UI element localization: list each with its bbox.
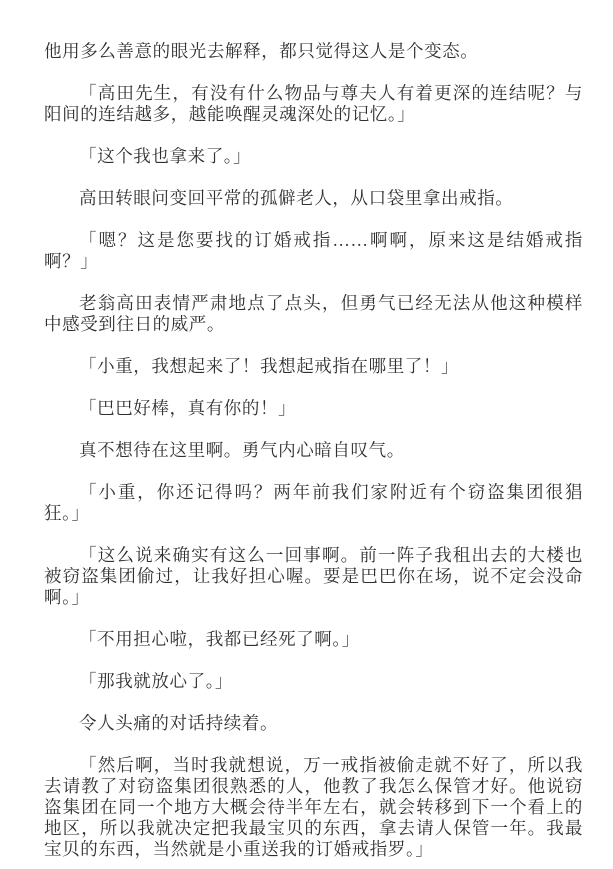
paragraph: 高田转眼问变回平常的孤僻老人，从口袋里拿出戒指。	[79, 188, 514, 208]
paragraph: 令人头痛的对话持续着。	[79, 713, 279, 733]
paragraph: 「嗯？这是您要找的订婚戒指……啊啊，原来这是结婚戒指啊？」	[44, 230, 583, 271]
paragraph: 真不想待在这里啊。勇气内心暗自叹气。	[79, 440, 405, 460]
novel-text-body	[44, 41, 583, 860]
paragraph: 「这么说来确实有这么一回事啊。前一阵子我租出去的大楼也被窃盗集团偷过，让我好担心喔。要是巴巴你在场，说不定会没命啊。」	[44, 545, 583, 607]
paragraph: 「小重，我想起来了！我想起戒指在哪里了！」	[79, 356, 460, 376]
paragraph: 「巴巴好棒，真有你的！」	[79, 398, 297, 418]
paragraph: 「不用担心啦，我都已经死了啊。」	[79, 629, 360, 649]
paragraph: 「小重，你还记得吗？两年前我们家附近有个窃盗集团很猖狂。」	[44, 482, 583, 523]
paragraph: 「然后啊，当时我就想说，万一戒指被偷走就不好了，所以我去请教了对窃盗集团很熟悉的人，他教了我怎么保管才好。他说窃盗集团在同一个地方大概会待半年左右，就会转移到下一个看上的地区，所以我就决定把我最宝贝的东西，拿去请人保管一年。我最宝贝的东西，当然就是小重送我的订婚戒指罗。」	[44, 755, 583, 859]
paragraph: 老翁高田表情严肃地点了点头，但勇气已经无法从他这种模样中感受到往日的威严。	[44, 293, 583, 334]
paragraph: 他用多么善意的眼光去解释，都只觉得这人是个变态。	[44, 41, 479, 61]
paragraph: 「这个我也拿来了。」	[79, 146, 252, 166]
paragraph: 「那我就放心了。」	[79, 671, 234, 691]
paragraph: 「高田先生，有没有什么物品与尊夫人有着更深的连结呢？与阳间的连结越多，越能唤醒灵魂深处的记忆。」	[44, 83, 583, 124]
